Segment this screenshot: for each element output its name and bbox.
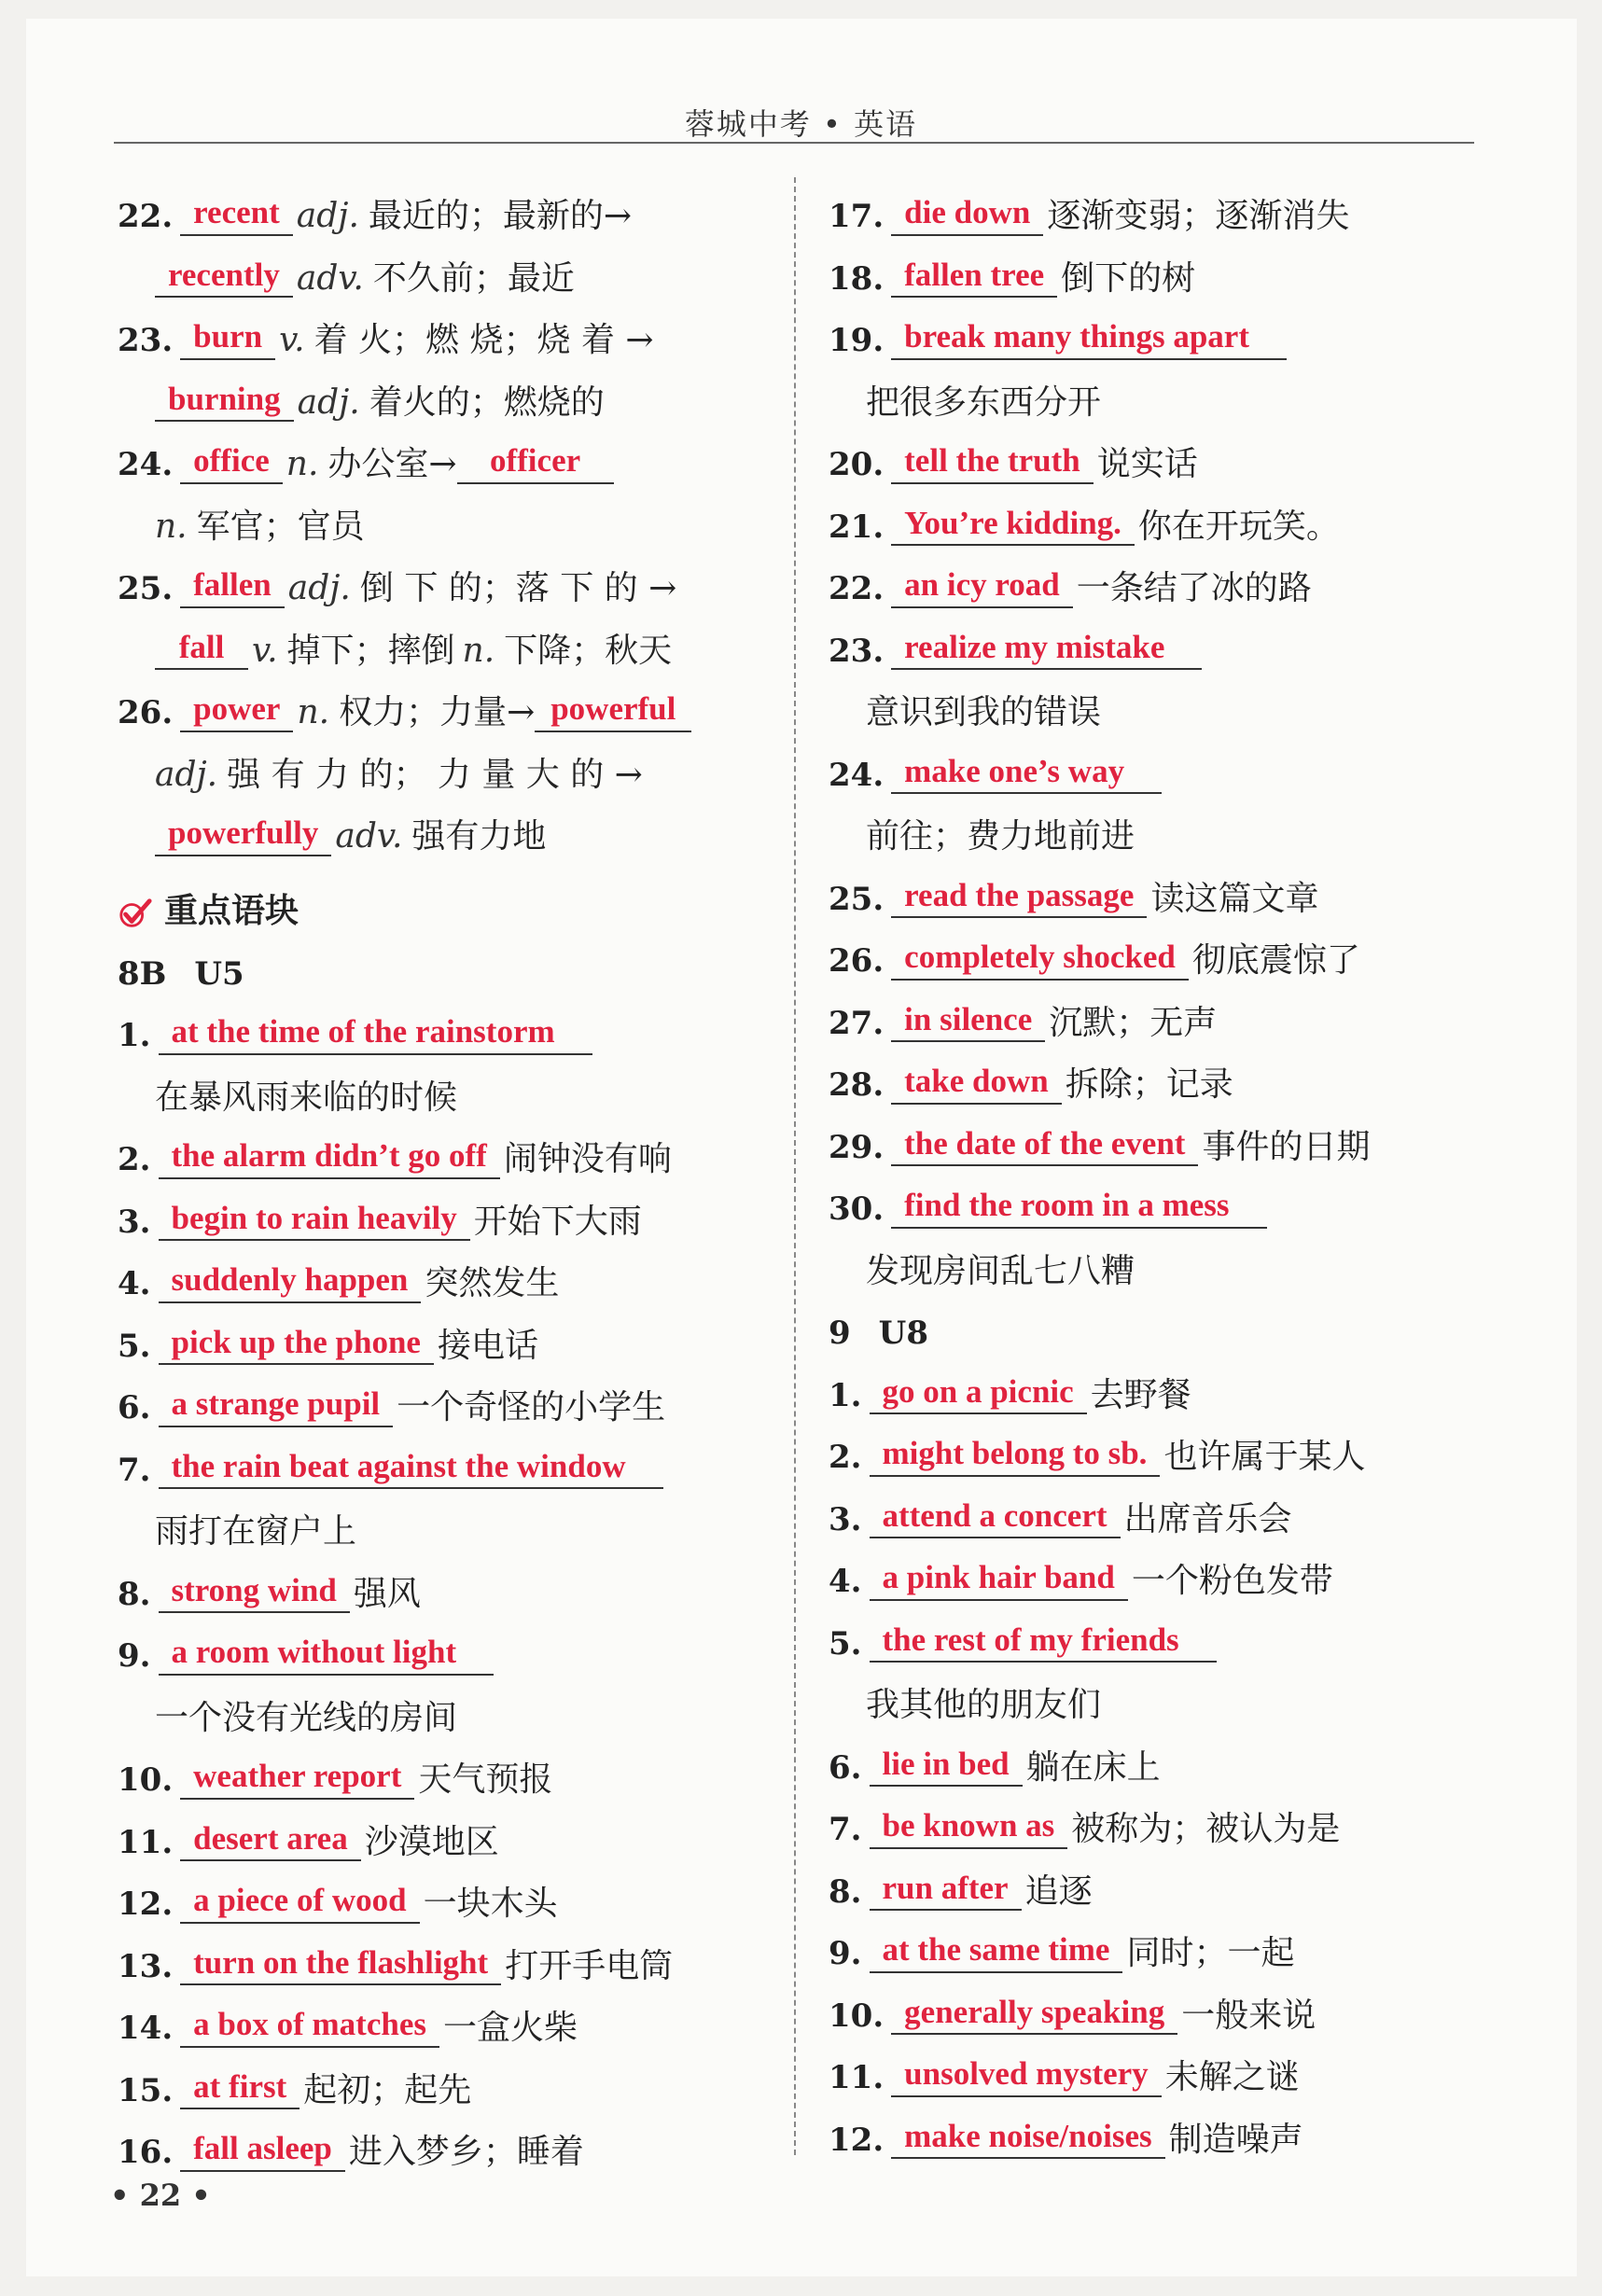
phrase-line	[829, 1477, 1482, 1539]
item-number: 5.	[829, 1624, 862, 1663]
phrase-line	[829, 174, 1482, 236]
meaning-text: 说实话	[1096, 445, 1198, 484]
phrase-line	[829, 546, 1482, 608]
item-number: 1.	[118, 1017, 151, 1055]
item-number: 19.	[829, 322, 885, 360]
meaning-text: 一盒火柴	[443, 2009, 578, 2048]
meaning-text: 一条结了冰的路	[1076, 569, 1312, 608]
answer-blank	[180, 1881, 419, 1923]
item-number: 23.	[118, 322, 174, 360]
phrase-line	[829, 981, 1482, 1043]
phrase-line	[829, 1787, 1482, 1849]
part-of-speech: adj.	[287, 569, 351, 608]
meaning-text: 拆除；记录	[1065, 1065, 1233, 1105]
vocab-line	[118, 732, 771, 795]
meaning-text: 一个没有光线的房间	[155, 1698, 458, 1737]
left-column	[118, 174, 771, 2172]
part-of-speech: adv.	[335, 817, 403, 856]
item-number: 11.	[118, 1823, 174, 1861]
meaning-text: 下降；秋天	[504, 631, 673, 670]
answer-blank	[870, 1621, 1217, 1663]
meaning-text: 打开手电筒	[505, 1946, 674, 1985]
meaning-text: 把很多东西分开	[866, 383, 1102, 422]
meaning-text: 在暴风雨来临的时候	[155, 1078, 458, 1117]
answer-text: a piece of wood	[193, 1882, 407, 1919]
part-of-speech: n.	[286, 445, 319, 484]
answer-blank	[180, 2067, 300, 2109]
vocab-line	[118, 794, 771, 856]
phrase-line	[829, 1414, 1482, 1477]
item-number: 11.	[829, 2059, 885, 2097]
meaning-text: 沉默；无声	[1049, 1003, 1218, 1042]
vocab-line	[118, 422, 771, 484]
item-number: 30.	[829, 1190, 885, 1229]
answer-text: at the time of the rainstorm	[171, 1013, 555, 1051]
answer-text: the alarm didn’t go off	[171, 1137, 487, 1175]
meaning-text: 沙漠地区	[364, 1822, 499, 1861]
part-of-speech: n.	[462, 631, 495, 670]
answer-text: powerful	[550, 690, 676, 728]
phrase-line	[118, 1676, 771, 1738]
item-number: 12.	[829, 2121, 885, 2159]
meaning-text: 进入梦乡；睡着	[348, 2133, 584, 2172]
answer-text: office	[193, 442, 270, 480]
page-number: • 22 •	[110, 2178, 211, 2213]
item-number: 13.	[118, 1947, 174, 1985]
answer-text: die down	[904, 194, 1031, 231]
unit-heading	[829, 1290, 1482, 1353]
answer-text: attend a concert	[882, 1496, 1107, 1534]
answer-blank	[180, 1819, 361, 1861]
part-of-speech: v.	[252, 631, 278, 670]
answer-blank	[159, 1012, 592, 1054]
answer-text: read the passage	[904, 876, 1135, 913]
item-number: 4.	[118, 1265, 151, 1303]
unit-label: U5	[194, 954, 244, 993]
answer-blank	[159, 1260, 422, 1302]
meaning-text: 倒 下 的；落 下 的 →	[359, 569, 677, 608]
answer-blank	[891, 1124, 1198, 1166]
meaning-text: 同时；一起	[1126, 1934, 1295, 1973]
column-divider	[794, 177, 796, 2155]
meaning-text: 着火的；燃烧的	[369, 383, 605, 422]
answer-text: turn on the flashlight	[193, 1943, 489, 1981]
meaning-text: 办公室→	[327, 445, 457, 484]
meaning-text: 我其他的朋友们	[866, 1686, 1102, 1725]
book-label: 8B	[118, 954, 167, 993]
answer-text: lie in bed	[882, 1745, 1010, 1782]
answer-blank	[870, 1558, 1128, 1600]
answer-text: desert area	[193, 1819, 348, 1857]
vocab-line	[118, 236, 771, 299]
item-number: 9.	[118, 1637, 151, 1676]
meaning-text: 一块木头	[423, 1885, 558, 1924]
meaning-text: 强有力地	[411, 817, 547, 856]
vocab-line	[118, 670, 771, 732]
part-of-speech: v.	[279, 321, 305, 360]
answer-text: go on a picnic	[882, 1372, 1074, 1410]
answer-text: recent	[193, 194, 280, 231]
answer-blank	[891, 565, 1073, 607]
answer-blank	[891, 317, 1287, 359]
answer-blank	[457, 441, 614, 483]
answer-text: strong wind	[171, 1571, 337, 1608]
answer-blank	[870, 1930, 1123, 1972]
phrase-line	[829, 1042, 1482, 1105]
phrase-line	[829, 1538, 1482, 1601]
phrase-line	[118, 1613, 771, 1676]
answer-blank	[870, 1806, 1068, 1848]
phrase-line	[118, 1055, 771, 1118]
answer-blank	[891, 441, 1094, 483]
part-of-speech: adj.	[155, 755, 218, 794]
answer-blank	[891, 876, 1147, 918]
answer-blank	[159, 1385, 394, 1426]
meaning-text: 前往；费力地前进	[866, 817, 1135, 856]
meaning-text: 躺在床上	[1025, 1747, 1161, 1787]
answer-blank	[870, 1745, 1023, 1787]
phrase-line	[118, 1365, 771, 1427]
answer-text: the date of the event	[904, 1124, 1186, 1162]
item-number: 24.	[829, 756, 885, 794]
phrase-line	[829, 1353, 1482, 1415]
phrase-line	[118, 1924, 771, 1986]
item-number: 25.	[829, 880, 885, 918]
answer-text: break many things apart	[904, 318, 1249, 355]
phrase-line	[829, 1166, 1482, 1229]
answer-blank	[180, 565, 285, 607]
answer-text: weather report	[193, 1758, 402, 1795]
answer-blank	[891, 193, 1043, 235]
answer-blank	[870, 1434, 1161, 1476]
answer-blank	[155, 380, 294, 422]
item-number: 2.	[829, 1439, 862, 1477]
answer-blank	[159, 1571, 350, 1613]
answer-text: take down	[904, 1063, 1049, 1100]
item-number: 21.	[829, 508, 885, 546]
answer-text: at first	[193, 2067, 287, 2105]
answer-blank	[159, 1447, 663, 1489]
meaning-text: 追逐	[1024, 1872, 1093, 1911]
answer-blank	[180, 2005, 439, 2047]
answer-blank	[155, 256, 293, 298]
phrase-line	[829, 236, 1482, 299]
answer-text: find the room in a mess	[904, 1187, 1230, 1224]
meaning-text: 雨打在窗户上	[155, 1512, 357, 1552]
answer-text: be known as	[882, 1807, 1055, 1844]
answer-text: an icy road	[904, 566, 1060, 604]
meaning-text: 彻底震惊了	[1191, 941, 1360, 981]
answer-blank	[155, 814, 331, 856]
phrase-line	[118, 1861, 771, 1924]
answer-blank	[891, 1062, 1062, 1104]
phrase-line	[829, 732, 1482, 795]
phrase-line	[829, 1725, 1482, 1788]
item-number: 28.	[829, 1066, 885, 1105]
part-of-speech: adj.	[296, 197, 359, 236]
item-number: 23.	[829, 632, 885, 670]
answer-text: generally speaking	[904, 1993, 1165, 2030]
book-label: 9	[829, 1315, 851, 1353]
meaning-text: 未解之谜	[1164, 2058, 1300, 2097]
answer-blank	[870, 1372, 1087, 1414]
vocab-line	[118, 608, 771, 671]
vocab-line	[118, 546, 771, 608]
phrase-line	[829, 484, 1482, 547]
vocab-line	[118, 174, 771, 236]
meaning-text: 权力；力量→	[339, 693, 536, 732]
phrase-line	[829, 1601, 1482, 1663]
answer-text: a pink hair band	[882, 1559, 1115, 1596]
answer-blank	[870, 1869, 1022, 1911]
answer-blank	[891, 1000, 1045, 1042]
item-number: 16.	[118, 2134, 174, 2172]
item-number: 3.	[118, 1203, 151, 1241]
item-number: 12.	[118, 1886, 174, 1924]
meaning-text: 意识到我的错误	[866, 693, 1102, 732]
meaning-text: 突然发生	[425, 1264, 560, 1303]
answer-text: fall asleep	[193, 2130, 332, 2167]
meaning-text: 最近的；最新的→	[368, 197, 633, 236]
item-number: 8.	[118, 1575, 151, 1613]
part-of-speech: n.	[155, 507, 188, 546]
item-number: 9.	[829, 1935, 862, 1973]
phrase-line	[829, 608, 1482, 671]
meaning-text: 发现房间乱七八糟	[866, 1251, 1135, 1290]
phrase-line	[118, 2109, 771, 2172]
answer-blank	[155, 628, 248, 670]
answer-text: run after	[882, 1869, 1009, 1906]
meaning-text: 一般来说	[1181, 1996, 1316, 2035]
answer-text: might belong to sb.	[882, 1435, 1148, 1472]
answer-blank	[180, 317, 275, 359]
answer-blank	[180, 1943, 501, 1985]
item-number: 6.	[829, 1748, 862, 1787]
answer-text: recently	[168, 256, 280, 293]
phrase-line	[829, 1663, 1482, 1725]
meaning-text: 接电话	[437, 1326, 538, 1365]
item-number: 1.	[829, 1376, 862, 1414]
answer-text: fallen tree	[904, 256, 1045, 293]
page-header: 蓉城中考 • 英语	[684, 106, 918, 142]
answer-blank	[891, 2117, 1164, 2159]
answer-blank	[870, 1496, 1121, 1538]
phrase-line	[118, 1737, 771, 1800]
phrase-line	[118, 1489, 771, 1552]
meaning-text: 一个奇怪的小学生	[397, 1388, 666, 1427]
answer-text: make one’s way	[904, 752, 1125, 789]
header-rule	[114, 142, 1474, 144]
part-of-speech: adv.	[296, 258, 364, 298]
phrase-line	[829, 1849, 1482, 1912]
phrase-line	[829, 360, 1482, 423]
answer-blank	[891, 938, 1189, 980]
answer-blank	[891, 1186, 1266, 1228]
item-number: 8.	[829, 1872, 862, 1911]
answer-blank	[180, 441, 283, 483]
answer-text: unsolved mystery	[904, 2055, 1149, 2093]
meaning-text: 强风	[353, 1574, 421, 1613]
phrase-line	[829, 2035, 1482, 2097]
answer-text: tell the truth	[904, 442, 1080, 480]
meaning-text: 起初；起先	[303, 2070, 472, 2109]
answer-text: a room without light	[171, 1634, 457, 1671]
meaning-text: 被称为；被认为是	[1071, 1810, 1341, 1849]
answer-text: make noise/noises	[904, 2117, 1152, 2154]
meaning-text: 着 火；燃 烧；烧 着 →	[313, 321, 654, 360]
item-number: 3.	[829, 1500, 862, 1538]
phrase-line	[118, 1985, 771, 2048]
answer-text: officer	[490, 442, 581, 480]
answer-blank	[180, 689, 293, 731]
phrase-line	[829, 422, 1482, 484]
phrase-line	[118, 1241, 771, 1303]
right-column	[829, 174, 1482, 2159]
item-number: 18.	[829, 259, 885, 298]
meaning-text: 制造噪声	[1168, 2120, 1303, 2159]
phrase-line	[118, 1179, 771, 1242]
item-number: 27.	[829, 1004, 885, 1042]
answer-text: at the same time	[882, 1931, 1110, 1969]
meaning-text: 出席音乐会	[1123, 1499, 1292, 1538]
phrase-line	[829, 1973, 1482, 2036]
phrase-line	[118, 1552, 771, 1614]
phrase-line	[829, 1105, 1482, 1167]
vocab-line	[118, 484, 771, 547]
part-of-speech: adj.	[297, 383, 360, 422]
phrase-line	[118, 1303, 771, 1366]
answer-blank	[891, 752, 1162, 794]
meaning-text: 一个粉色发带	[1131, 1562, 1333, 1601]
item-number: 29.	[829, 1128, 885, 1166]
answer-blank	[159, 1323, 434, 1365]
meaning-text: 闹钟没有响	[503, 1140, 672, 1179]
answer-text: pick up the phone	[171, 1323, 421, 1360]
item-number: 17.	[829, 198, 885, 236]
answer-text: a strange pupil	[171, 1385, 381, 1423]
section-title: 重点语块	[164, 891, 300, 931]
meaning-text: 事件的日期	[1202, 1127, 1371, 1166]
meaning-text: 你在开玩笑。	[1137, 507, 1340, 546]
answer-text: burning	[168, 380, 281, 417]
item-number: 14.	[118, 2010, 174, 2048]
meaning-text: 军官；官员	[196, 507, 365, 546]
answer-blank	[535, 689, 691, 731]
unit-heading	[118, 931, 771, 994]
meaning-text: 天气预报	[418, 1760, 553, 1800]
item-number: 26.	[118, 694, 174, 732]
item-number: 22.	[829, 570, 885, 608]
answer-blank	[159, 1136, 500, 1178]
item-number: 26.	[829, 942, 885, 981]
answer-blank	[159, 1633, 495, 1675]
phrase-line	[829, 670, 1482, 732]
meaning-text: 逐渐变弱；逐渐消失	[1047, 197, 1350, 236]
meaning-text: 强 有 力 的； 力 量 大 的 →	[227, 755, 643, 794]
answer-text: the rain beat against the window	[171, 1447, 626, 1484]
item-number: 7.	[829, 1811, 862, 1849]
answer-text: power	[193, 690, 281, 728]
answer-blank	[180, 193, 293, 235]
item-number: 4.	[829, 1563, 862, 1601]
phrase-line	[829, 298, 1482, 360]
answer-text: completely shocked	[904, 939, 1176, 976]
item-number: 22.	[118, 198, 174, 236]
answer-text: powerfully	[168, 814, 319, 852]
item-number: 10.	[118, 1761, 174, 1800]
vocab-line	[118, 360, 771, 423]
answer-text: suddenly happen	[171, 1261, 409, 1299]
answer-blank	[891, 2054, 1162, 2096]
item-number: 7.	[118, 1451, 151, 1489]
section-heading	[118, 856, 771, 931]
meaning-text: 掉下；摔倒	[286, 631, 455, 670]
answer-blank	[891, 504, 1135, 546]
part-of-speech: n.	[297, 693, 330, 732]
phrase-line	[118, 2048, 771, 2110]
vocab-line	[118, 298, 771, 360]
meaning-text: 倒下的树	[1061, 258, 1196, 298]
phrase-line	[829, 1911, 1482, 1973]
answer-text: realize my mistake	[904, 628, 1165, 665]
meaning-text: 不久前；最近	[372, 258, 575, 298]
unit-label: U8	[878, 1315, 928, 1353]
item-number: 24.	[118, 446, 174, 484]
check-icon	[118, 896, 153, 931]
phrase-line	[118, 993, 771, 1055]
answer-text: the rest of my friends	[882, 1621, 1179, 1658]
answer-text: fallen	[193, 566, 272, 604]
item-number: 15.	[118, 2071, 174, 2109]
answer-blank	[891, 1993, 1177, 2035]
phrase-line	[118, 1117, 771, 1179]
item-number: 6.	[118, 1389, 151, 1427]
phrase-line	[829, 918, 1482, 981]
phrase-line	[118, 1800, 771, 1862]
phrase-line	[829, 856, 1482, 919]
phrase-line	[118, 1427, 771, 1490]
meaning-text: 开始下大雨	[473, 1202, 642, 1241]
answer-blank	[159, 1199, 470, 1241]
meaning-text: 读这篇文章	[1150, 879, 1319, 918]
item-number: 20.	[829, 446, 885, 484]
answer-blank	[891, 256, 1057, 298]
phrase-line	[829, 794, 1482, 856]
item-number: 2.	[118, 1141, 151, 1179]
meaning-text: 去野餐	[1090, 1375, 1191, 1414]
answer-text: a box of matches	[193, 2006, 426, 2043]
answer-text: begin to rain heavily	[171, 1199, 457, 1236]
answer-text: in silence	[904, 1000, 1033, 1037]
phrase-line	[829, 2097, 1482, 2160]
answer-text: You’re kidding.	[904, 504, 1121, 541]
item-number: 25.	[118, 570, 174, 608]
answer-text: burn	[193, 318, 263, 355]
answer-blank	[180, 1757, 414, 1799]
answer-text: fall	[178, 628, 225, 665]
item-number: 10.	[829, 1997, 885, 2035]
item-number: 5.	[118, 1327, 151, 1365]
meaning-text: 也许属于某人	[1163, 1438, 1366, 1477]
phrase-line	[829, 1229, 1482, 1291]
answer-blank	[180, 2129, 345, 2171]
answer-blank	[891, 628, 1202, 670]
